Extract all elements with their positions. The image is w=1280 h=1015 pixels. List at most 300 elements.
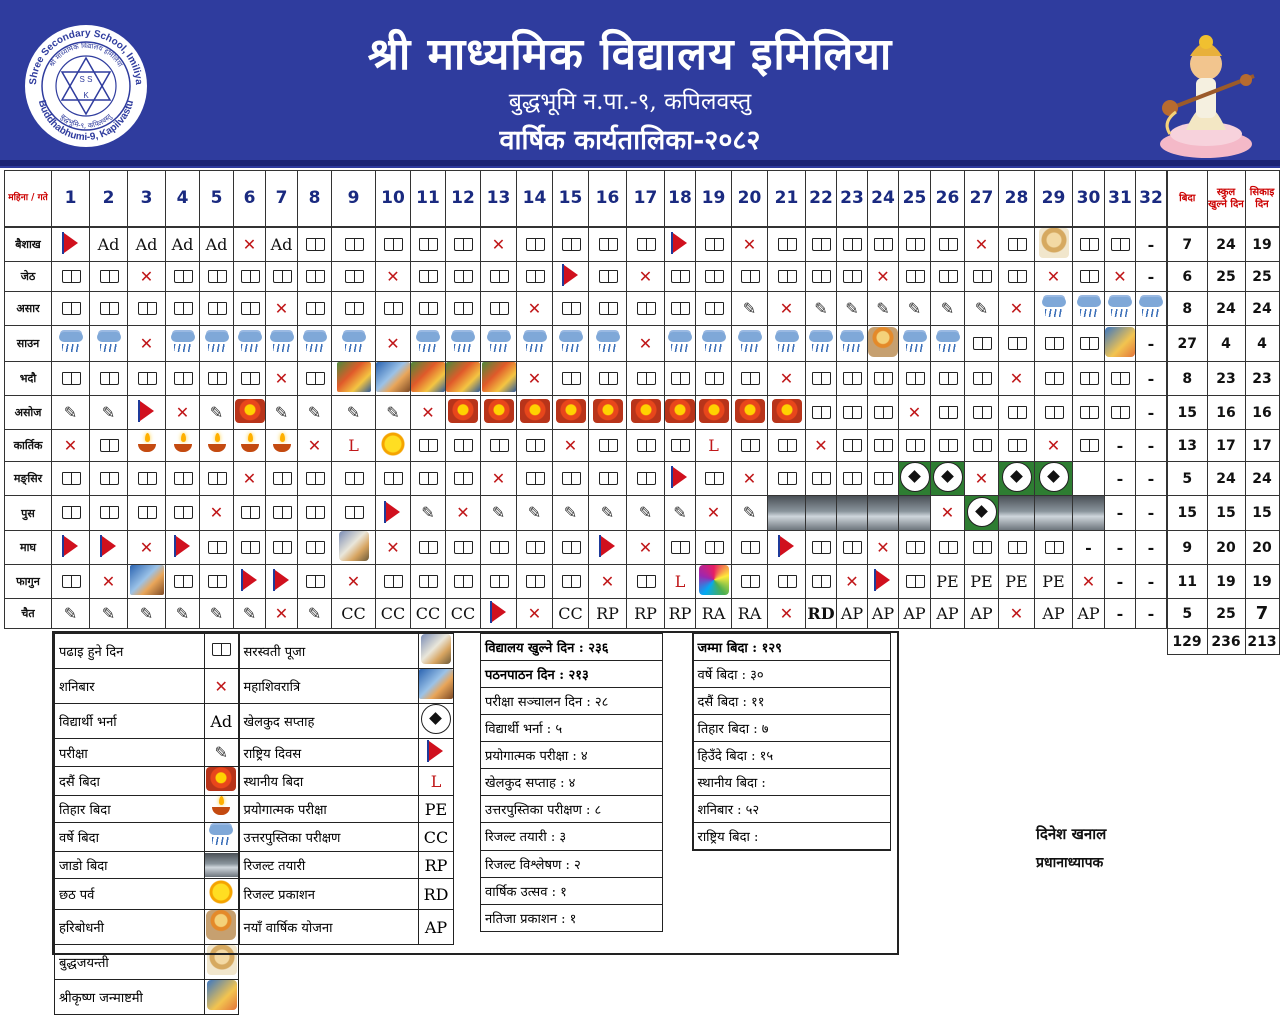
summary-sikai: 23 [1245,362,1279,396]
day-cell [481,262,517,292]
book-icon [705,472,723,484]
day-cell [999,599,1035,629]
summary-sikai: 17 [1245,430,1279,462]
cell-code: CC [558,603,583,623]
cell-code: AP [970,603,993,623]
cross-icon: ✕ [638,333,653,353]
school-title: श्री माध्यमिक विद्यालय इमिलिया [367,29,893,80]
day-cell [1035,292,1073,326]
day-cell [166,326,200,362]
day-cell [90,462,128,496]
day-cell [931,462,965,496]
day-cell [965,462,999,496]
cross-icon: ✕ [876,266,890,286]
day-cell [696,599,732,629]
book-icon [241,302,259,314]
day-cell [627,227,665,262]
cross-icon: ✕ [214,676,228,696]
book-icon [671,372,689,384]
legend-label: महाशिवरात्रि [239,669,419,704]
budh-icon [1039,228,1069,258]
rain-icon [1074,295,1104,319]
day-cell [1035,430,1073,462]
day-cell [806,599,837,629]
cell-code: AP [1042,603,1065,623]
day-number: 18 [665,171,696,228]
day-cell [696,227,732,262]
day-cell [999,396,1035,430]
day-cell [899,599,931,629]
day-cell [376,531,411,565]
cross-icon: ✕ [175,402,190,422]
book-icon [100,439,118,451]
day-cell [627,430,665,462]
legend-symbol [205,980,239,1015]
cold-icon [837,496,867,530]
flag-icon [64,233,78,253]
day-cell [90,292,128,326]
rain-icon [837,330,867,354]
day-cell [696,362,732,396]
day-cell [1073,565,1105,599]
day-cell [1073,292,1105,326]
book-icon [1080,406,1098,418]
day-cell [999,262,1035,292]
flag-icon [429,741,443,761]
month-name: कार्तिक [5,430,52,462]
book-icon [306,472,324,484]
day-cell [696,326,732,362]
day-cell [411,565,446,599]
dash-mark: - [1147,234,1155,254]
book-icon [874,406,892,418]
legend-label: उत्तरपुस्तिका परीक्षण [239,823,419,852]
legend-code: Ad [210,711,233,731]
pen-icon: ✎ [600,503,615,522]
day-cell [1105,496,1136,531]
day-cell [999,326,1035,362]
day-cell [446,496,481,531]
book-icon [906,575,924,587]
pen-icon: ✎ [214,743,228,762]
cross-icon: ✕ [386,333,400,353]
cross-icon: ✕ [346,571,361,591]
day-cell [665,462,696,496]
day-cell [806,462,837,496]
day-number: 24 [868,171,899,228]
corner-label: महिना / गते [5,171,52,228]
day-cell [553,326,589,362]
pen-icon: ✎ [386,402,400,422]
month-row [5,430,1280,462]
legend-label: दसैं बिदा [55,767,205,796]
book-icon [599,238,617,250]
cross-icon: ✕ [563,435,578,455]
book-icon [62,575,80,587]
day-number: 31 [1105,171,1136,228]
lamp-icon [136,433,158,455]
summary-row [481,877,891,904]
summary-bida: 11 [1167,565,1207,599]
day-cell [332,326,376,362]
day-cell [1073,599,1105,629]
day-cell [128,396,166,430]
legend-label: सरस्वती पूजा [239,634,419,669]
day-cell [665,396,696,430]
day-cell [965,326,999,362]
day-cell [298,462,332,496]
summary-gap [663,823,693,851]
book-icon [812,238,830,250]
day-cell [517,227,553,262]
day-cell [553,262,589,292]
book-icon [705,270,723,282]
dash-mark: - [1085,537,1092,557]
day-cell [234,262,266,292]
day-cell [665,531,696,565]
day-cell [128,462,166,496]
dashain-icon [206,767,236,791]
day-cell [517,362,553,396]
school-summary-item: रिजल्ट विश्लेषण : २ [481,850,663,877]
day-cell [266,496,298,531]
cross-icon: ✕ [274,603,289,623]
book-icon [671,302,689,314]
book-icon [174,506,192,518]
day-cell [806,227,837,262]
day-cell [166,262,200,292]
day-cell [768,462,806,496]
summary-bida: 9 [1167,531,1207,565]
god-icon [206,910,236,940]
day-cell [200,292,234,326]
cross-icon: ✕ [386,266,400,286]
book-icon [454,238,472,250]
book-icon [599,302,617,314]
day-cell [234,496,266,531]
day-cell [1073,462,1105,496]
teej-icon [337,362,371,392]
calendar-header-row [5,171,1280,228]
month-row [5,396,1280,430]
cross-icon: ✕ [940,503,955,522]
day-cell [298,599,332,629]
day-number: 22 [806,171,837,228]
day-cell [899,430,931,462]
legend-symbol [419,910,454,945]
dash-mark: - [1147,603,1155,623]
day-number: 13 [481,171,517,228]
logo-text-inner: श्री माध्यमिक विद्यालय इमिलिया [47,41,125,69]
day-cell [481,531,517,565]
dash-mark: - [1116,468,1124,488]
day-cell [52,496,90,531]
day-cell [899,326,931,362]
school-summary-item: खेलकुद सप्ताह : ४ [481,769,663,796]
day-cell [627,396,665,430]
saraswati-image-icon [1146,12,1266,160]
book-icon [637,439,655,451]
book-icon [454,439,472,451]
cold-icon [899,496,930,530]
summary-row [481,661,891,688]
book-icon [526,270,544,282]
month-name: माघ [5,531,52,565]
book-icon [241,270,259,282]
summary-row [481,796,891,823]
book-icon [212,643,230,655]
cold-icon [806,496,836,530]
day-cell [1136,292,1168,326]
day-cell [899,496,931,531]
book-icon [62,506,80,518]
cell-code: CC [380,603,406,623]
ball-icon [1039,462,1069,492]
legend-symbol [205,767,239,796]
day-cell [553,599,589,629]
legend-symbol [419,669,454,704]
summary-bida: 5 [1167,599,1207,629]
day-cell [589,430,627,462]
book-icon [208,541,226,553]
day-cell [1073,262,1105,292]
book-icon [812,406,830,418]
day-cell [627,496,665,531]
day-cell [200,362,234,396]
book-icon [1008,238,1026,250]
day-cell [332,396,376,430]
book-icon [778,472,796,484]
day-cell [1073,362,1105,396]
day-cell [868,462,899,496]
rain-icon [665,330,695,354]
book-icon [208,575,226,587]
day-cell [332,362,376,396]
book-icon [843,541,861,553]
day-cell [1136,326,1168,362]
book-icon [671,270,689,282]
book-icon [939,439,957,451]
cross-icon: ✕ [845,571,859,591]
day-cell [517,292,553,326]
day-cell [732,396,768,430]
book-icon [306,372,324,384]
day-number: 29 [1035,171,1073,228]
day-number: 12 [446,171,481,228]
day-cell [332,565,376,599]
pen-icon: ✎ [638,503,653,522]
holiday-summary-item: हिउँदे बिदा : १५ [693,742,891,769]
day-cell [665,292,696,326]
day-cell [806,362,837,396]
dashain-icon [235,399,265,423]
day-cell [411,262,446,292]
day-cell [1105,227,1136,262]
book-icon [705,238,723,250]
school-summary-item: विद्यालय खुल्ने दिन : २३६ [481,634,663,661]
day-cell [627,362,665,396]
day-cell [446,262,481,292]
day-cell [200,396,234,430]
svg-text:S S: S S [79,75,93,84]
cell-code: CC [341,603,366,623]
day-cell [298,430,332,462]
day-cell [234,292,266,326]
summary-khulne: 16 [1207,396,1245,430]
day-cell [1035,262,1073,292]
day-cell [481,326,517,362]
day-cell [732,462,768,496]
book-icon [939,372,957,384]
day-cell [868,599,899,629]
day-cell [589,292,627,326]
day-cell [376,396,411,430]
book-icon [62,270,80,282]
day-cell [52,396,90,430]
day-cell [52,599,90,629]
day-cell [589,326,627,362]
cross-icon: ✕ [101,571,116,591]
summary-header: स्कुल खुल्ने दिन [1207,171,1245,228]
day-cell [553,565,589,599]
legend-label: नयाँ वार्षिक योजना [239,910,419,945]
rain-icon [413,330,443,354]
day-number: 4 [166,171,200,228]
day-cell [868,362,899,396]
day-cell [411,396,446,430]
day-number: 17 [627,171,665,228]
dashain-icon [665,399,695,423]
day-cell [931,262,965,292]
day-cell [931,326,965,362]
cross-icon: ✕ [1046,266,1061,286]
cross-icon: ✕ [491,234,506,254]
summary-row [481,823,891,851]
school-summary-item: प्रयोगात्मक परीक्षा : ४ [481,742,663,769]
day-cell [696,565,732,599]
dashain-icon [448,399,478,423]
day-cell [332,462,376,496]
pen-icon: ✎ [940,298,955,318]
day-number: 20 [732,171,768,228]
book-icon [778,270,796,282]
legend-symbol [205,634,239,669]
day-number: 2 [90,171,128,228]
cross-icon: ✕ [1009,298,1024,318]
day-cell [128,599,166,629]
day-cell [266,396,298,430]
summary-khulne: 23 [1207,362,1245,396]
day-cell [298,565,332,599]
day-cell [627,531,665,565]
day-number: 30 [1073,171,1105,228]
day-cell [627,462,665,496]
day-cell [376,326,411,362]
book-icon [599,270,617,282]
day-cell [266,326,298,362]
lamp-icon [239,433,261,455]
flag-icon [243,570,257,590]
day-cell [868,227,899,262]
book-icon [306,506,324,518]
sun-icon [208,879,234,905]
cell-code: CC [450,603,476,623]
legend-label: रिजल्ट प्रकाशन [239,879,419,910]
summary-bida: 8 [1167,292,1207,326]
book-icon [526,238,544,250]
book-icon [741,541,759,553]
legend-label: छठ पर्व [55,879,205,910]
day-cell [1073,496,1105,531]
book-icon [973,541,991,553]
day-cell [128,565,166,599]
day-cell [298,292,332,326]
day-cell [446,565,481,599]
day-cell [589,496,627,531]
day-cell [589,227,627,262]
summary-khulne: 25 [1207,599,1245,629]
school-summary-item: नतिजा प्रकाशन : १ [481,904,663,931]
calendar-title: वार्षिक कार्यतालिका-२०८२ [499,125,761,156]
day-cell [768,362,806,396]
day-cell [806,396,837,430]
cross-icon: ✕ [1009,603,1024,623]
cell-code: PE [1005,571,1028,591]
day-cell [1105,362,1136,396]
rain-icon [556,330,586,354]
legend-row [55,823,454,852]
book-icon [741,372,759,384]
summary-sikai: 7 [1245,599,1279,629]
summary-khulne: 24 [1207,292,1245,326]
day-cell [931,531,965,565]
sun-icon [380,431,406,457]
day-cell [481,462,517,496]
rain-icon [339,330,369,354]
flag-icon [564,265,578,285]
day-cell [234,227,266,262]
summary-row [481,850,891,877]
ball-icon [1002,462,1032,492]
day-cell [52,362,90,396]
day-cell [481,565,517,599]
legend-row [55,852,454,879]
dashain-icon [631,399,661,423]
book-icon [345,472,363,484]
book-icon [939,270,957,282]
day-cell [166,531,200,565]
summary-row [481,688,891,715]
book-icon [562,238,580,250]
book-icon [345,506,363,518]
month-row [5,262,1280,292]
book-icon [526,439,544,451]
dash-mark: - [1147,435,1155,455]
day-cell [332,599,376,629]
day-cell [166,599,200,629]
book-icon [973,270,991,282]
pen-icon: ✎ [101,603,116,623]
cell-code: Ad [135,234,158,254]
day-cell [90,227,128,262]
book-icon [1080,238,1098,250]
legend-code: AP [424,917,448,937]
day-cell [266,227,298,262]
day-cell [376,227,411,262]
book-icon [454,575,472,587]
legend-empty [239,945,454,980]
book-icon [454,472,472,484]
